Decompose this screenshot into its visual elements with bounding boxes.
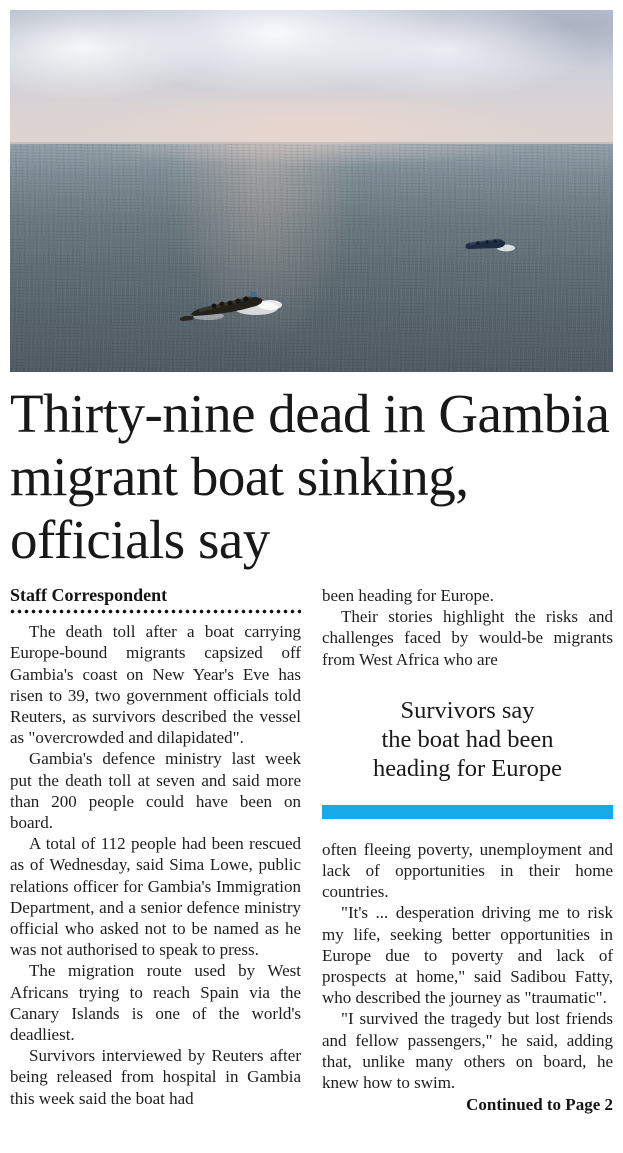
pull-quote bbox=[322, 696, 613, 783]
paragraph: The death toll after a boat carrying Europe-bound migrants capsized off Gambia's coast on New Year's Eve has risen to 39, two government officials told Reuters, as survivors described the vessel as "overcrowded and dilapidated". bbox=[10, 622, 301, 748]
column-right bbox=[322, 585, 613, 1115]
column-left bbox=[10, 585, 301, 1115]
paragraph: often fleeing poverty, unemployment and lack of opportunities in their home countries. bbox=[322, 839, 613, 902]
pull-quote-accent-bar bbox=[322, 805, 613, 819]
paragraph: Gambia's defence ministry last week put the death toll at seven and said more than 200 people could have been on board. bbox=[10, 749, 301, 833]
pull-quote-line: heading for Europe bbox=[372, 754, 563, 782]
paragraph: "It's ... desperation driving me to risk my life, seeking better opportunities in Europe due to poverty and lack of prospects at home," said Sadibou Fatty, who described the journey as "traumatic". bbox=[322, 903, 613, 1008]
pull-quote-line: Survivors say bbox=[400, 696, 535, 724]
article-body bbox=[10, 585, 613, 1115]
paragraph: The migration route used by West Africans trying to reach Spain via the Canary Islands is one of the world's deadliest. bbox=[10, 961, 301, 1045]
pull-quote-line: the boat had been bbox=[381, 725, 554, 753]
byline: Staff Correspondent bbox=[10, 585, 168, 605]
continued-notice: Continued to Page 2 bbox=[466, 1095, 613, 1115]
photo-sky bbox=[10, 10, 613, 144]
dotted-rule bbox=[10, 609, 301, 614]
paragraph: A total of 112 people had been rescued as of Wednesday, said Sima Lowe, public relations officer for Gambia's Immigration Department, and a senior defence ministry official who asked not to be named as he was not authorised to speak to press. bbox=[10, 834, 301, 960]
article-photo bbox=[10, 10, 613, 372]
paragraph: Survivors interviewed by Reuters after being released from hospital in Gambia this week said the boat had bbox=[10, 1046, 301, 1108]
photo-wave-texture bbox=[10, 144, 613, 372]
headline: Thirty-nine dead in Gambia migrant boat sinking, officials say bbox=[10, 383, 610, 570]
paragraph: "I survived the tragedy but lost friends and fellow passengers," he said, adding that, unlike many others on board, he knew how to swim. bbox=[322, 1009, 613, 1093]
boat-small bbox=[460, 232, 516, 260]
boat-large bbox=[178, 282, 288, 326]
paragraph: Their stories highlight the risks and challenges faced by would-be migrants from West Africa who are bbox=[322, 607, 613, 669]
paragraph: been heading for Europe. bbox=[322, 586, 494, 605]
